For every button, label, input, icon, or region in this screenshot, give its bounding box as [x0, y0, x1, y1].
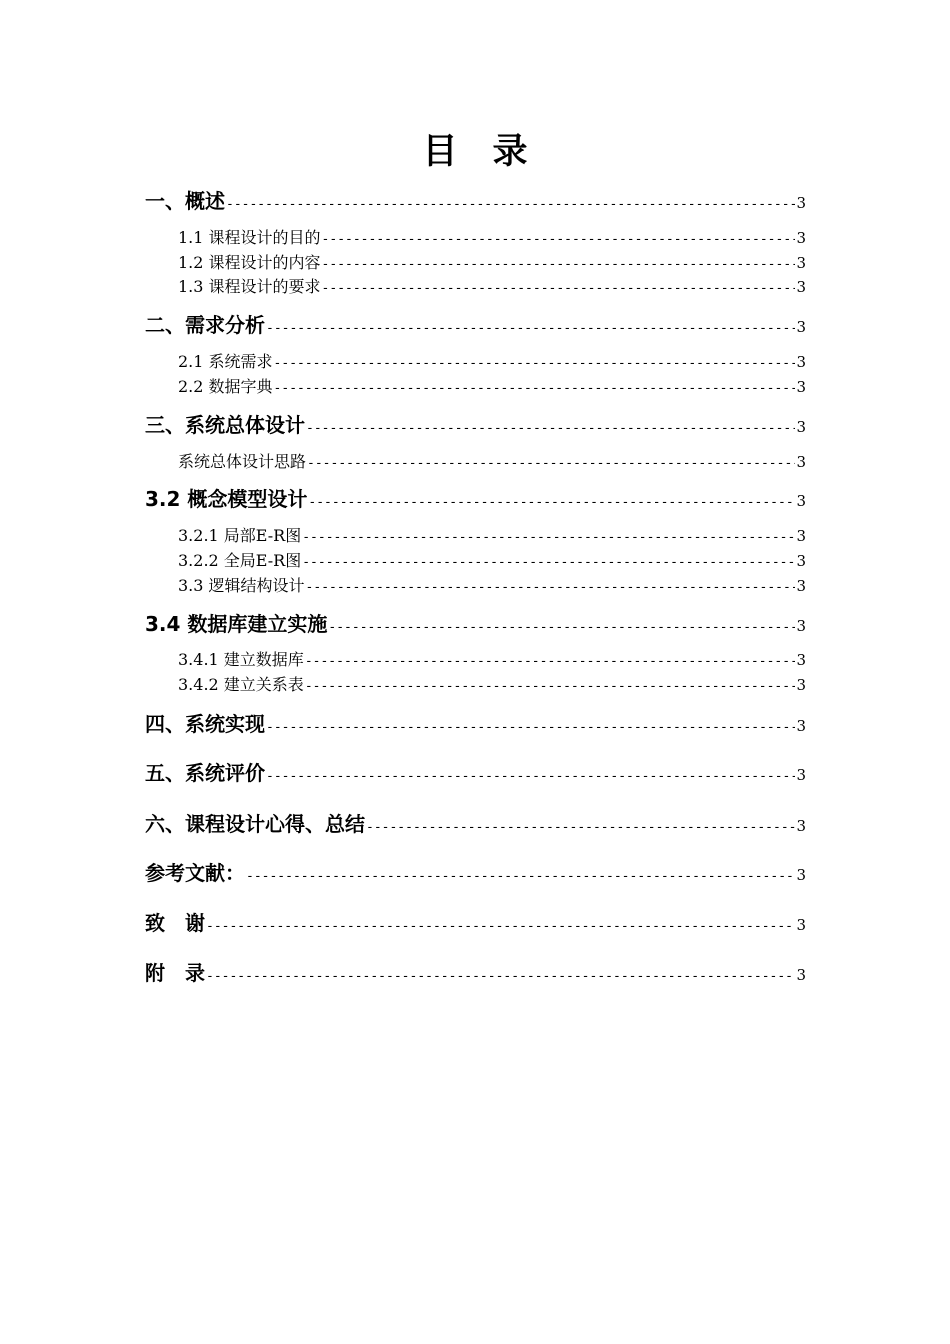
toc-leader	[266, 316, 795, 342]
toc-page-number: 3	[796, 866, 806, 884]
toc-entry[interactable]	[145, 412, 806, 442]
toc-entry-label: 3.2 概念模型设计	[145, 487, 308, 511]
toc-entry[interactable]	[178, 525, 806, 549]
toc-entry-label: 一、概述	[145, 189, 225, 213]
toc-entry[interactable]	[178, 550, 806, 574]
toc-entry[interactable]	[178, 351, 806, 375]
toc-entry-label: 五、系统评价	[145, 761, 265, 785]
toc-page-number: 3	[796, 194, 806, 212]
toc-page-number: 3	[796, 577, 806, 595]
toc-page-number: 3	[796, 527, 806, 545]
toc-entry[interactable]	[178, 376, 806, 400]
toc-leader	[206, 914, 795, 940]
toc-page-number: 3	[796, 676, 806, 694]
toc-leader	[266, 764, 795, 790]
toc-entry-label: 1.3 课程设计的要求	[178, 277, 321, 296]
toc-leader	[302, 552, 795, 574]
toc-entry-label: 1.1 课程设计的目的	[178, 228, 321, 247]
toc-leader	[328, 615, 795, 641]
toc-leader	[306, 416, 795, 442]
toc-page-number: 3	[796, 418, 806, 436]
toc-leader	[322, 229, 796, 251]
toc-entry[interactable]	[178, 674, 806, 698]
toc-page-number: 3	[796, 916, 806, 934]
toc-leader	[322, 254, 796, 276]
toc-entry[interactable]	[145, 711, 806, 741]
toc-page-number: 3	[796, 817, 806, 835]
toc-page-number: 3	[796, 717, 806, 735]
toc-leader	[246, 864, 795, 890]
toc-entry-label: 3.2.1 局部E-R图	[178, 526, 302, 545]
toc-leader	[266, 715, 795, 741]
toc-entry[interactable]	[178, 252, 806, 276]
toc-entry[interactable]	[145, 312, 806, 342]
toc-entry[interactable]	[145, 860, 806, 890]
toc-entry[interactable]	[145, 760, 806, 790]
toc-leader	[302, 527, 795, 549]
toc-entry-label: 3.3 逻辑结构设计	[178, 576, 305, 595]
toc-entry[interactable]	[145, 960, 806, 990]
toc-leader	[274, 378, 796, 400]
toc-entry-label: 2.2 数据字典	[178, 377, 273, 396]
toc-entry-label: 三、系统总体设计	[145, 413, 305, 437]
toc-leader	[226, 192, 795, 218]
toc-entry-label: 3.4.1 建立数据库	[178, 650, 304, 669]
toc-page-number: 3	[796, 254, 806, 272]
toc-leader	[308, 490, 795, 516]
toc-page-number: 3	[796, 552, 806, 570]
toc-entry[interactable]	[145, 811, 806, 841]
toc-entry-label: 致 谢	[145, 911, 205, 935]
toc-entry[interactable]	[178, 575, 806, 599]
toc-page-number: 3	[796, 278, 806, 296]
toc-page-number: 3	[796, 766, 806, 784]
toc-page-number: 3	[796, 378, 806, 396]
toc-entry[interactable]	[178, 227, 806, 251]
toc-leader	[206, 964, 795, 990]
toc-leader	[305, 676, 796, 698]
toc-entry-label: 参考文献：	[145, 861, 245, 885]
toc-entry-label: 3.4 数据库建立实施	[145, 612, 328, 636]
toc-page-number: 3	[796, 353, 806, 371]
toc-entry-label: 二、需求分析	[145, 313, 265, 337]
toc-entry-label: 四、系统实现	[145, 712, 265, 736]
toc-leader	[305, 651, 796, 673]
toc-entry-label: 附 录	[145, 961, 205, 985]
toc-leader	[322, 278, 796, 300]
toc-leader	[307, 453, 795, 475]
toc-page-number: 3	[796, 318, 806, 336]
toc-entry-label: 3.4.2 建立关系表	[178, 675, 304, 694]
toc-page-number: 3	[796, 651, 806, 669]
toc-entry[interactable]	[145, 486, 806, 516]
toc-leader	[366, 815, 795, 841]
toc-page-number: 3	[796, 453, 806, 471]
toc-entry[interactable]	[145, 910, 806, 940]
toc-page-number: 3	[796, 229, 806, 247]
toc-entry[interactable]	[178, 451, 806, 475]
toc-leader	[306, 577, 796, 599]
toc-leader	[274, 353, 796, 375]
toc-entry[interactable]	[145, 188, 806, 218]
toc-entry[interactable]	[178, 649, 806, 673]
toc-entry-label: 1.2 课程设计的内容	[178, 253, 321, 272]
toc-entry-label: 系统总体设计思路	[178, 452, 307, 471]
toc-entry[interactable]	[178, 276, 806, 300]
toc-page-number: 3	[796, 966, 806, 984]
toc-entry[interactable]	[145, 611, 806, 641]
toc-entry-label: 3.2.2 全局E-R图	[178, 551, 302, 570]
toc-entry-label: 2.1 系统需求	[178, 352, 273, 371]
toc-page-number: 3	[796, 492, 806, 510]
toc-page-number: 3	[796, 617, 806, 635]
toc-entry-label: 六、课程设计心得、总结	[145, 812, 365, 836]
page-title: 目 录	[422, 132, 528, 172]
